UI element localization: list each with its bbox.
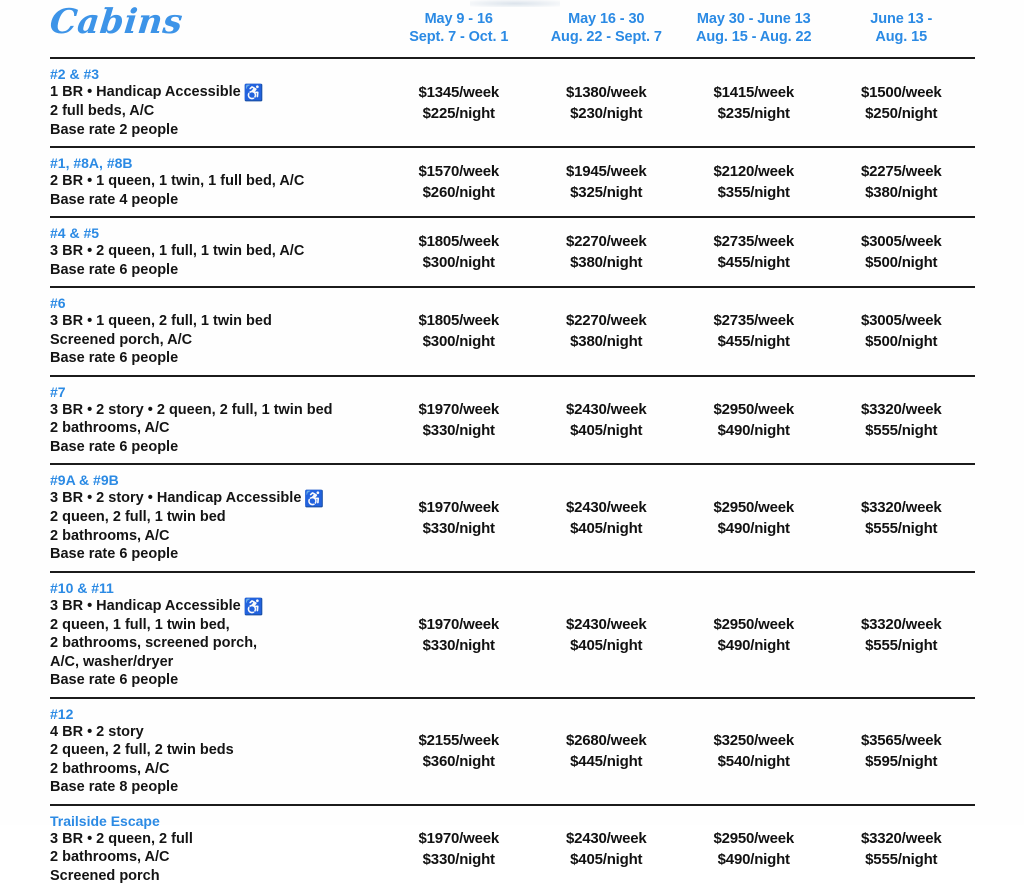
cabin-detail-text: 2 queen, 2 full, 2 twin beds xyxy=(50,742,234,758)
nightly-rate: $405/night xyxy=(533,849,681,870)
price-cell xyxy=(680,161,828,203)
nightly-rate: $300/night xyxy=(385,252,533,273)
cabin-detail-line xyxy=(50,508,385,527)
price-cell xyxy=(385,310,533,352)
cabin-detail-text: 3 BR • Handicap Accessible xyxy=(50,598,241,614)
cabin-detail-text: Screened porch, A/C xyxy=(50,332,192,348)
weekly-rate: $3320/week xyxy=(861,830,942,847)
weekly-rate: $3320/week xyxy=(861,616,942,633)
nightly-rate: $490/night xyxy=(680,849,828,870)
cabin-description xyxy=(50,580,385,690)
weekly-rate: $2950/week xyxy=(713,616,794,633)
nightly-rate: $325/night xyxy=(533,182,681,203)
nightly-rate: $380/night xyxy=(533,331,681,352)
nightly-rate: $300/night xyxy=(385,331,533,352)
weekly-rate: $1970/week xyxy=(418,616,499,633)
cabin-detail-line xyxy=(50,527,385,546)
weekly-rate: $3320/week xyxy=(861,499,942,516)
cabin-detail-text: Base rate 6 people xyxy=(50,672,178,688)
nightly-rate: $490/night xyxy=(680,518,828,539)
price-cell xyxy=(533,82,681,124)
price-group xyxy=(385,399,975,441)
cabin-detail-text: 2 bathrooms, A/C xyxy=(50,528,170,544)
cabin-description xyxy=(50,813,385,886)
weekly-rate: $1345/week xyxy=(418,84,499,101)
cabin-detail-text: 2 bathrooms, A/C xyxy=(50,849,170,865)
table-row xyxy=(50,465,975,571)
nightly-rate: $330/night xyxy=(385,518,533,539)
cabin-name: #12 xyxy=(50,706,385,723)
price-cell xyxy=(385,231,533,273)
nightly-rate: $250/night xyxy=(828,103,976,124)
cabin-detail-text: 2 full beds, A/C xyxy=(50,103,154,119)
cabin-name: #6 xyxy=(50,295,385,312)
price-group xyxy=(385,310,975,352)
nightly-rate: $380/night xyxy=(828,182,976,203)
nightly-rate: $540/night xyxy=(680,751,828,772)
weekly-rate: $2430/week xyxy=(566,401,647,418)
cabin-detail-line xyxy=(50,191,385,210)
column-header-3 xyxy=(680,10,828,46)
cabin-detail-line xyxy=(50,830,385,849)
cabin-description xyxy=(50,66,385,139)
cabin-detail-text: Base rate 4 people xyxy=(50,192,178,208)
price-group xyxy=(385,730,975,772)
cabin-detail-text: Base rate 6 people xyxy=(50,546,178,562)
page-title: Cabins xyxy=(48,2,185,42)
cabin-detail-line xyxy=(50,671,385,690)
cabin-description xyxy=(50,225,385,279)
price-group xyxy=(385,82,975,124)
cabin-description xyxy=(50,295,385,368)
weekly-rate: $2950/week xyxy=(713,830,794,847)
weekly-rate: $2270/week xyxy=(566,312,647,329)
nightly-rate: $595/night xyxy=(828,751,976,772)
column-header-line2: Aug. 15 - Aug. 22 xyxy=(680,28,828,46)
nightly-rate: $455/night xyxy=(680,331,828,352)
cabin-detail-text: 2 queen, 2 full, 1 twin bed xyxy=(50,509,226,525)
cabin-detail-text: 2 bathrooms, screened porch, xyxy=(50,635,257,651)
nightly-rate: $330/night xyxy=(385,420,533,441)
cabin-detail-line xyxy=(50,261,385,280)
weekly-rate: $2275/week xyxy=(861,163,942,180)
price-cell xyxy=(533,497,681,539)
price-cell xyxy=(828,399,976,441)
price-cell xyxy=(828,614,976,656)
weekly-rate: $1945/week xyxy=(566,163,647,180)
price-cell xyxy=(385,82,533,124)
column-header-line2: Aug. 22 - Sept. 7 xyxy=(533,28,681,46)
table-row xyxy=(50,377,975,464)
nightly-rate: $500/night xyxy=(828,331,976,352)
nightly-rate: $490/night xyxy=(680,420,828,441)
cabin-detail-text: 3 BR • 2 story • Handicap Accessible xyxy=(50,490,301,506)
nightly-rate: $405/night xyxy=(533,635,681,656)
cabin-detail-text: A/C, washer/dryer xyxy=(50,654,173,670)
nightly-rate: $225/night xyxy=(385,103,533,124)
cabin-detail-text: 2 bathrooms, A/C xyxy=(50,420,170,436)
price-cell xyxy=(533,161,681,203)
cabin-detail-line xyxy=(50,401,385,420)
column-header-group xyxy=(385,10,975,46)
price-cell xyxy=(385,614,533,656)
weekly-rate: $3250/week xyxy=(713,732,794,749)
cabin-name: #7 xyxy=(50,384,385,401)
price-cell xyxy=(385,730,533,772)
nightly-rate: $555/night xyxy=(828,635,976,656)
cabin-detail-text: Base rate 2 people xyxy=(50,122,178,138)
cabin-description xyxy=(50,155,385,209)
cabin-detail-line xyxy=(50,597,385,616)
cabin-detail-line xyxy=(50,545,385,564)
table-row xyxy=(50,573,975,697)
weekly-rate: $2680/week xyxy=(566,732,647,749)
weekly-rate: $1415/week xyxy=(713,84,794,101)
cabin-name: Trailside Escape xyxy=(50,813,385,830)
column-header-2 xyxy=(533,10,681,46)
nightly-rate: $490/night xyxy=(680,635,828,656)
weekly-rate: $1570/week xyxy=(418,163,499,180)
price-cell xyxy=(680,82,828,124)
nightly-rate: $380/night xyxy=(533,252,681,273)
cabin-detail-line xyxy=(50,331,385,350)
cabin-detail-text: 2 bathrooms, A/C xyxy=(50,761,170,777)
cabin-detail-line xyxy=(50,616,385,635)
price-cell xyxy=(533,399,681,441)
cabin-detail-text: 4 BR • 2 story xyxy=(50,724,144,740)
weekly-rate: $2155/week xyxy=(418,732,499,749)
nightly-rate: $555/night xyxy=(828,420,976,441)
cabin-description xyxy=(50,706,385,797)
cabin-detail-line xyxy=(50,634,385,653)
weekly-rate: $1380/week xyxy=(566,84,647,101)
weekly-rate: $1970/week xyxy=(418,830,499,847)
cabin-detail-line xyxy=(50,489,385,508)
table-row xyxy=(50,59,975,146)
price-cell xyxy=(680,310,828,352)
cabin-name: #9A & #9B xyxy=(50,472,385,489)
table-row xyxy=(50,699,975,804)
cabin-detail-line xyxy=(50,848,385,867)
cabin-detail-line xyxy=(50,653,385,672)
weekly-rate: $2950/week xyxy=(713,499,794,516)
cabin-name: #4 & #5 xyxy=(50,225,385,242)
column-header-line2: Aug. 15 xyxy=(828,28,976,46)
weekly-rate: $2270/week xyxy=(566,233,647,250)
nightly-rate: $555/night xyxy=(828,518,976,539)
cabin-detail-text: Base rate 6 people xyxy=(50,350,178,366)
cabin-detail-line xyxy=(50,312,385,331)
price-cell xyxy=(828,231,976,273)
cabin-detail-text: 2 BR • 1 queen, 1 twin, 1 full bed, A/C xyxy=(50,173,304,189)
cabin-detail-text: 2 queen, 1 full, 1 twin bed, xyxy=(50,617,230,633)
weekly-rate: $2430/week xyxy=(566,616,647,633)
weekly-rate: $3005/week xyxy=(861,312,942,329)
cabin-detail-line xyxy=(50,242,385,261)
cabin-detail-line xyxy=(50,438,385,457)
weekly-rate: $1970/week xyxy=(418,499,499,516)
nightly-rate: $360/night xyxy=(385,751,533,772)
weekly-rate: $2735/week xyxy=(713,233,794,250)
cabin-name: #1, #8A, #8B xyxy=(50,155,385,172)
column-header-1 xyxy=(385,10,533,46)
column-header-4 xyxy=(828,10,976,46)
weekly-rate: $3320/week xyxy=(861,401,942,418)
cabin-detail-text: Screened porch xyxy=(50,868,160,884)
cabin-detail-line xyxy=(50,419,385,438)
price-cell xyxy=(828,730,976,772)
price-group xyxy=(385,497,975,539)
cabin-detail-text: Base rate 6 people xyxy=(50,262,178,278)
price-cell xyxy=(533,828,681,870)
price-group xyxy=(385,231,975,273)
price-cell xyxy=(680,614,828,656)
accessible-icon: ♿ xyxy=(244,86,264,102)
price-group xyxy=(385,161,975,203)
price-cell xyxy=(828,82,976,124)
nightly-rate: $230/night xyxy=(533,103,681,124)
accessible-icon: ♿ xyxy=(304,492,324,508)
nightly-rate: $405/night xyxy=(533,518,681,539)
nightly-rate: $445/night xyxy=(533,751,681,772)
cabin-description xyxy=(50,384,385,457)
table-row xyxy=(50,218,975,286)
price-cell xyxy=(385,497,533,539)
cabin-detail-text: 3 BR • 1 queen, 2 full, 1 twin bed xyxy=(50,313,272,329)
cabin-detail-text: 3 BR • 2 story • 2 queen, 2 full, 1 twin bed xyxy=(50,402,333,418)
table-row xyxy=(50,288,975,375)
price-cell xyxy=(533,231,681,273)
price-group xyxy=(385,614,975,656)
cabin-detail-text: 3 BR • 2 queen, 2 full xyxy=(50,831,193,847)
accessible-icon: ♿ xyxy=(244,600,264,616)
weekly-rate: $2735/week xyxy=(713,312,794,329)
column-header-line1: May 16 - 30 xyxy=(568,11,644,27)
column-header-line1: June 13 - xyxy=(870,11,932,27)
table-row xyxy=(50,148,975,216)
nightly-rate: $405/night xyxy=(533,420,681,441)
cabin-detail-text: 3 BR • 2 queen, 1 full, 1 twin bed, A/C xyxy=(50,243,304,259)
nightly-rate: $260/night xyxy=(385,182,533,203)
nightly-rate: $500/night xyxy=(828,252,976,273)
cabin-detail-line xyxy=(50,121,385,140)
cabin-detail-line xyxy=(50,778,385,797)
price-cell xyxy=(680,497,828,539)
price-cell xyxy=(533,310,681,352)
weekly-rate: $2430/week xyxy=(566,499,647,516)
price-group xyxy=(385,828,975,870)
cabin-detail-line xyxy=(50,172,385,191)
weekly-rate: $3565/week xyxy=(861,732,942,749)
price-cell xyxy=(680,730,828,772)
table-header xyxy=(0,0,1024,57)
weekly-rate: $2430/week xyxy=(566,830,647,847)
weekly-rate: $1805/week xyxy=(418,312,499,329)
cabin-detail-line xyxy=(50,83,385,102)
nightly-rate: $455/night xyxy=(680,252,828,273)
price-cell xyxy=(533,614,681,656)
price-cell xyxy=(680,231,828,273)
cabin-description xyxy=(50,472,385,564)
cabin-detail-text: 1 BR • Handicap Accessible xyxy=(50,84,241,100)
cabin-detail-line xyxy=(50,741,385,760)
price-cell xyxy=(828,497,976,539)
nightly-rate: $235/night xyxy=(680,103,828,124)
nightly-rate: $355/night xyxy=(680,182,828,203)
weekly-rate: $3005/week xyxy=(861,233,942,250)
price-cell xyxy=(828,161,976,203)
rate-rows xyxy=(0,57,1024,892)
weekly-rate: $2950/week xyxy=(713,401,794,418)
column-header-line1: May 9 - 16 xyxy=(425,11,493,27)
column-header-line1: May 30 - June 13 xyxy=(697,11,811,27)
price-cell xyxy=(828,828,976,870)
price-cell xyxy=(385,828,533,870)
cabin-detail-text: Base rate 6 people xyxy=(50,439,178,455)
column-header-line2: Sept. 7 - Oct. 1 xyxy=(385,28,533,46)
price-cell xyxy=(385,399,533,441)
weekly-rate: $2120/week xyxy=(713,163,794,180)
cabin-detail-line xyxy=(50,102,385,121)
cabin-name: #2 & #3 xyxy=(50,66,385,83)
cabin-name: #10 & #11 xyxy=(50,580,385,597)
nightly-rate: $555/night xyxy=(828,849,976,870)
cabin-detail-line xyxy=(50,760,385,779)
cabin-detail-line xyxy=(50,867,385,886)
weekly-rate: $1970/week xyxy=(418,401,499,418)
cabin-detail-line xyxy=(50,723,385,742)
nightly-rate: $330/night xyxy=(385,849,533,870)
price-cell xyxy=(828,310,976,352)
cabin-detail-text: Base rate 8 people xyxy=(50,779,178,795)
price-cell xyxy=(385,161,533,203)
price-cell xyxy=(680,399,828,441)
table-row xyxy=(50,806,975,892)
nightly-rate: $330/night xyxy=(385,635,533,656)
price-cell xyxy=(680,828,828,870)
cabin-detail-line xyxy=(50,349,385,368)
weekly-rate: $1805/week xyxy=(418,233,499,250)
price-cell xyxy=(533,730,681,772)
weekly-rate: $1500/week xyxy=(861,84,942,101)
